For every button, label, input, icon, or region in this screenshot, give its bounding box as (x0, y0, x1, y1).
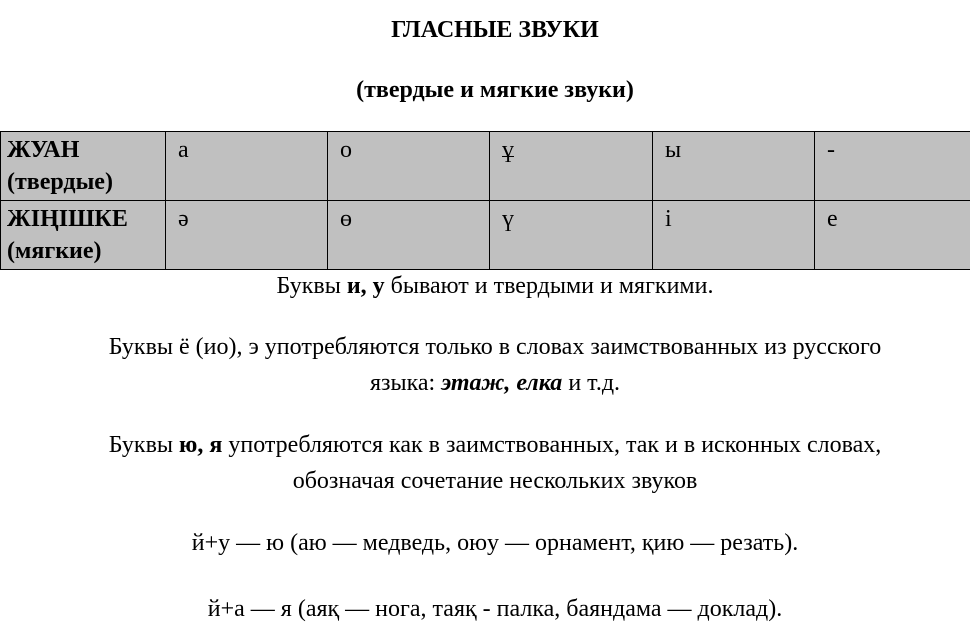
table-cell: а (166, 132, 328, 201)
table-cell: ә (166, 201, 328, 270)
paragraph-text: языка: (369, 370, 442, 396)
row-header-soft-line2: (мягкие) (7, 238, 102, 264)
paragraph-text: бывают и твердыми и мягкими. (384, 273, 714, 299)
row-header-hard-line1: ЖУАН (7, 137, 80, 163)
table-cell: і (653, 201, 815, 270)
table-cell: - (815, 132, 970, 201)
row-header-hard (1, 132, 166, 201)
table-cell: ұ (490, 132, 653, 201)
table-cell: о (328, 132, 490, 201)
paragraph-iu (0, 268, 970, 304)
paragraph-text: Буквы (108, 432, 180, 458)
row-header-soft (1, 201, 166, 270)
table-cell: ө (328, 201, 490, 270)
paragraph-line: Буквы ё (ио), э употребляются только в словах заимствованных из русского (108, 334, 882, 360)
paragraph-bold: ю, я (179, 432, 223, 458)
table-cell: ы (653, 132, 815, 201)
paragraph-bold: и, у (346, 273, 385, 299)
paragraph-example: этаж, елка (441, 370, 563, 396)
page-subtitle: (твердые и мягкие звуки) (356, 77, 634, 103)
table-cell: е (815, 201, 970, 270)
table-row-soft (1, 201, 970, 270)
page-title: ГЛАСНЫЕ ЗВУКИ (391, 17, 599, 43)
paragraph-yu-ya (0, 427, 970, 499)
example-yu: й+у — ю (аю — медведь, оюу — орнамент, қию — резать). (191, 530, 799, 556)
row-header-hard-line2: (твердые) (7, 169, 113, 195)
row-header-soft-line1: ЖІҢІШКЕ (7, 206, 128, 232)
vowels-table (0, 131, 970, 270)
table-cell: ү (490, 201, 653, 270)
paragraph-line: обозначая сочетание нескольких звуков (292, 468, 698, 494)
paragraph-text: Буквы (276, 273, 347, 299)
paragraph-text: употребляются как в заимствованных, так и в исконных словах, (222, 432, 882, 458)
table-row-hard (1, 132, 970, 201)
example-ya: й+а — я (аяқ — нога, таяқ - палка, баяндама — доклад). (207, 596, 783, 622)
paragraph-text: и т.д. (562, 370, 621, 396)
paragraph-yo-e (0, 329, 970, 401)
